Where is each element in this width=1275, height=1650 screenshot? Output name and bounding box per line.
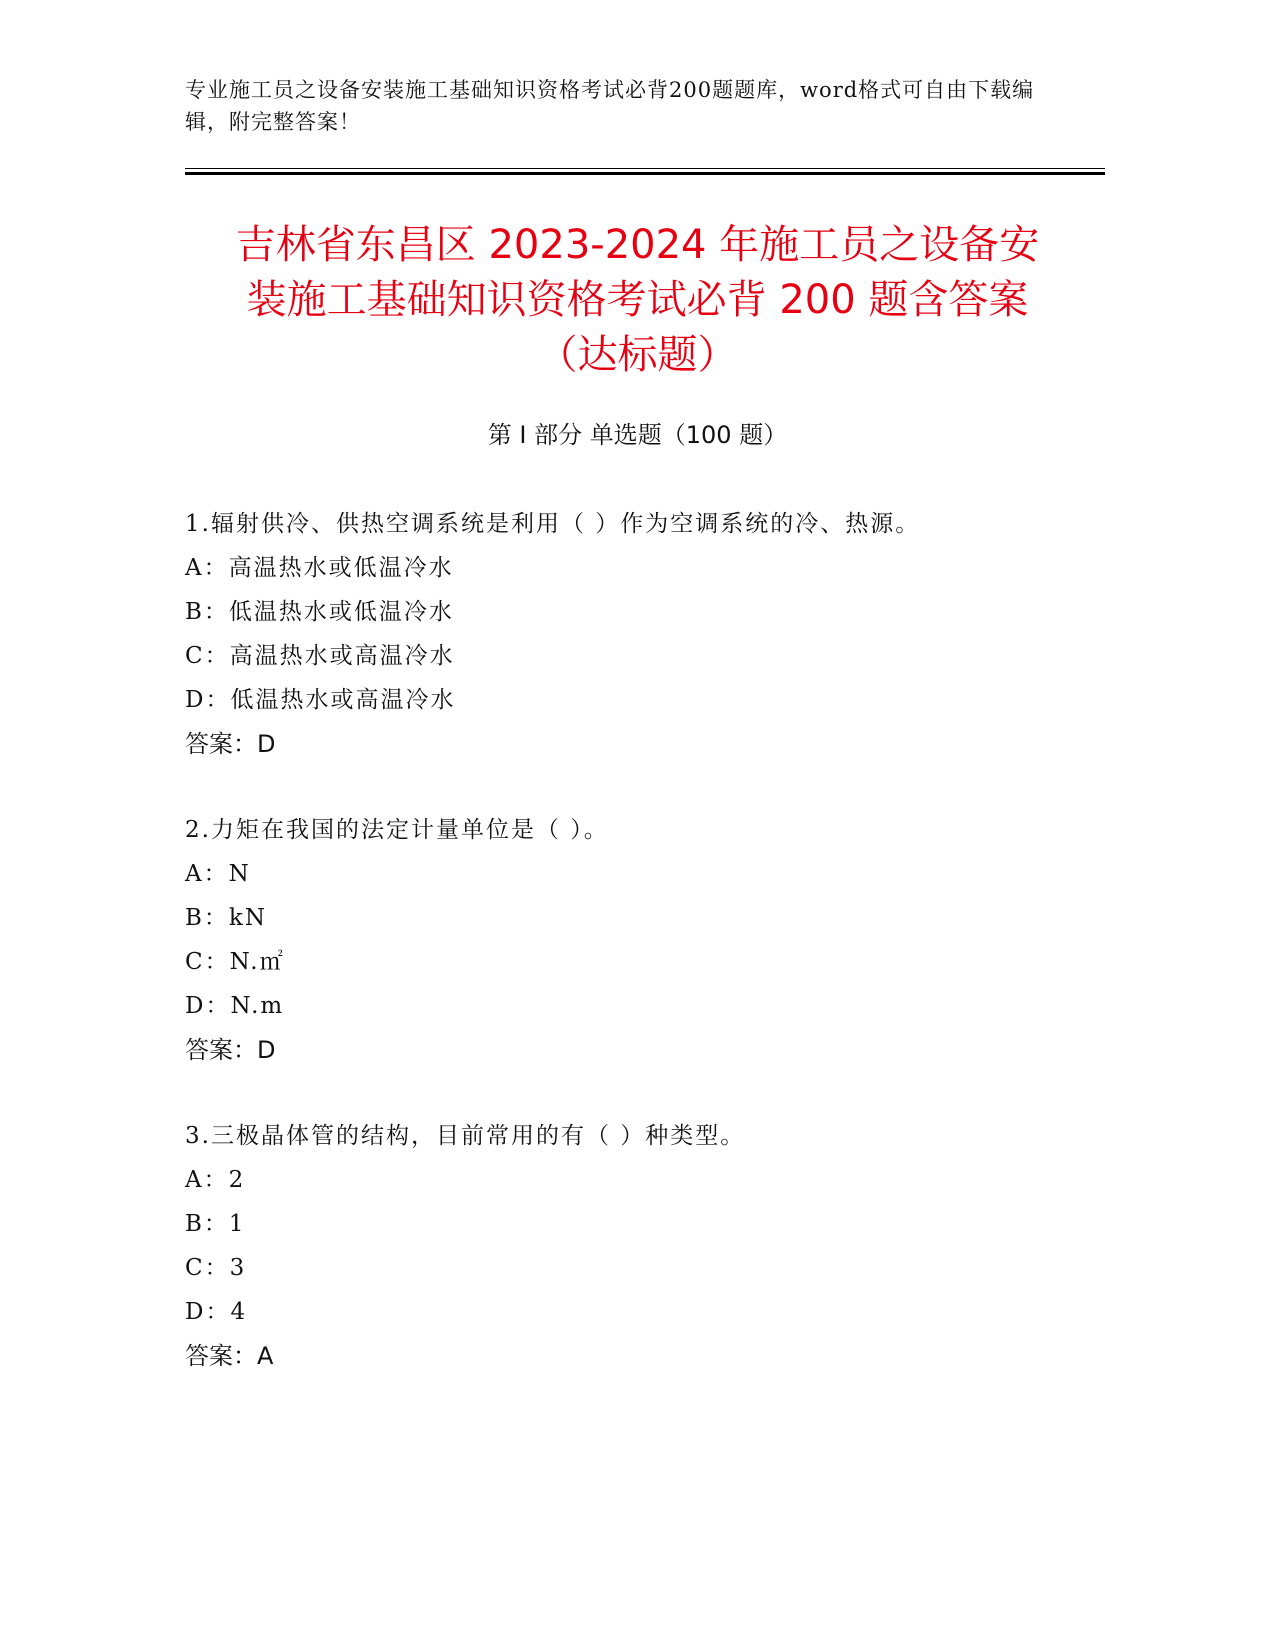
title-line-2: 装施工基础知识资格考试必背 200 题含答案 xyxy=(246,277,1029,323)
option-d: D：低温热水或高温冷水 xyxy=(185,687,456,713)
option-c: C：3 xyxy=(185,1255,247,1281)
question-1 xyxy=(185,502,1085,766)
question-3 xyxy=(185,1114,1085,1378)
option-c: C：N.㎡ xyxy=(185,949,285,975)
question-stem: 2.力矩在我国的法定计量单位是（ ）。 xyxy=(185,817,609,843)
question-stem: 3.三极晶体管的结构，目前常用的有（ ）种类型。 xyxy=(185,1123,746,1149)
question-2 xyxy=(185,808,1085,1072)
title-line-3: （达标题） xyxy=(537,332,738,378)
option-a: A：N xyxy=(185,861,251,887)
section-heading: 第 I 部分 单选题（100 题） xyxy=(487,421,788,449)
option-d: D：4 xyxy=(185,1299,248,1325)
option-b: B：低温热水或低温冷水 xyxy=(185,599,454,625)
option-d: D：N.m xyxy=(185,993,285,1019)
intro-text: 专业施工员之设备安装施工基础知识资格考试必背200题题库，word格式可自由下载编辑，附完整答案！ xyxy=(185,78,1035,134)
header-rule-thick xyxy=(185,172,1105,175)
document-title xyxy=(160,218,1115,383)
answer-text: 答案：D xyxy=(185,1036,276,1064)
answer-text: 答案：D xyxy=(185,730,276,758)
option-a: A：2 xyxy=(185,1167,246,1193)
answer-text: 答案：A xyxy=(185,1342,274,1370)
header-rule-thin xyxy=(185,168,1105,169)
option-b: B：1 xyxy=(185,1211,246,1237)
question-stem: 1.辐射供冷、供热空调系统是利用（ ）作为空调系统的冷、热源。 xyxy=(185,511,921,537)
option-b: B：kN xyxy=(185,905,267,931)
title-line-1: 吉林省东昌区 2023-2024 年施工员之设备安 xyxy=(235,222,1040,268)
option-c: C：高温热水或高温冷水 xyxy=(185,643,455,669)
option-a: A：高温热水或低温冷水 xyxy=(185,555,454,581)
